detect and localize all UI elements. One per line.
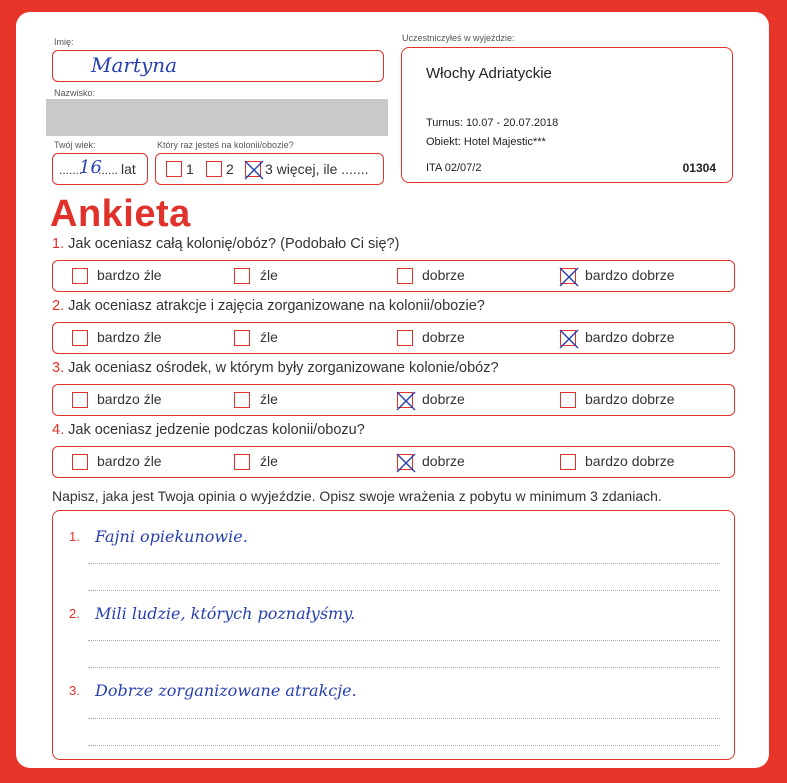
cross-mark-icon [243, 159, 265, 181]
trip-box [401, 47, 733, 183]
question-number: 4. [52, 422, 65, 438]
rating-checkbox[interactable] [234, 268, 250, 284]
rating-option-label: bardzo źle [97, 267, 162, 283]
rating-option-label: dobrze [422, 329, 465, 345]
writing-line [88, 563, 720, 564]
age-value: 16 [79, 157, 102, 178]
rating-checkbox[interactable] [560, 454, 576, 470]
surname-label: Nazwisko: [54, 88, 96, 98]
rating-checkbox[interactable] [397, 268, 413, 284]
rating-option-label: bardzo źle [97, 391, 162, 407]
question-number: 3. [52, 360, 65, 376]
rating-option-label: bardzo źle [97, 329, 162, 345]
trip-obiekt: Obiekt: Hotel Majestic*** [426, 136, 546, 148]
rating-option-label: źle [260, 391, 278, 407]
writing-line [88, 718, 720, 719]
rating-checkbox[interactable] [72, 392, 88, 408]
rating-option-label: bardzo źle [97, 453, 162, 469]
trip-number: 01304 [682, 161, 716, 175]
opinion-number: 1. [69, 529, 80, 544]
times-checkbox-3[interactable] [245, 161, 261, 177]
times-label: Który raz jesteś na kolonii/obozie? [157, 140, 294, 150]
times-label-2: 2 [226, 161, 234, 177]
rating-option-label: bardzo dobrze [585, 391, 675, 407]
rating-checkbox[interactable] [234, 330, 250, 346]
rating-checkbox[interactable] [397, 454, 413, 470]
cross-mark-icon [395, 390, 417, 412]
question-text: Jak oceniasz ośrodek, w którym były zorganizowane kolonie/obóz? [68, 360, 499, 376]
opinion-text: Mili ludzie, których poznałyśmy. [95, 604, 356, 623]
question-number: 1. [52, 236, 65, 252]
rating-option-label: bardzo dobrze [585, 453, 675, 469]
rating-checkbox[interactable] [560, 268, 576, 284]
question-title [52, 236, 399, 252]
rating-option-label: źle [260, 267, 278, 283]
rating-checkbox[interactable] [397, 330, 413, 346]
times-label-3: 3 więcej, ile ....... [265, 161, 369, 177]
rating-option-label: bardzo dobrze [585, 329, 675, 345]
writing-line [88, 640, 720, 641]
name-value: Martyna [91, 53, 178, 77]
rating-checkbox[interactable] [72, 330, 88, 346]
question-title [52, 360, 499, 376]
trip-turnus: Turnus: 10.07 - 20.07.2018 [426, 117, 559, 129]
trip-destination: Włochy Adriatyckie [426, 65, 552, 82]
rating-option-label: bardzo dobrze [585, 267, 675, 283]
question-text: Jak oceniasz całą kolonię/obóz? (Podobało Ci się?) [68, 236, 400, 252]
opinion-text: Fajni opiekunowie. [95, 527, 248, 546]
rating-checkbox[interactable] [560, 330, 576, 346]
rating-checkbox[interactable] [234, 454, 250, 470]
writing-line [88, 667, 720, 668]
cross-mark-icon [558, 328, 580, 350]
rating-checkbox[interactable] [234, 392, 250, 408]
times-checkbox-1[interactable] [166, 161, 182, 177]
age-dots-after: ...... [98, 163, 119, 177]
rating-checkbox[interactable] [560, 392, 576, 408]
age-field[interactable] [52, 153, 148, 185]
rating-option-label: dobrze [422, 453, 465, 469]
rating-option-label: dobrze [422, 267, 465, 283]
writing-line [88, 745, 720, 746]
name-label: Imię: [54, 37, 74, 47]
times-checkbox-2[interactable] [206, 161, 222, 177]
opinion-number: 2. [69, 606, 80, 621]
question-title [52, 422, 365, 438]
times-field [155, 153, 384, 185]
rating-checkbox[interactable] [72, 268, 88, 284]
question-number: 2. [52, 298, 65, 314]
rating-checkbox[interactable] [397, 392, 413, 408]
surname-redacted [46, 99, 388, 136]
cross-mark-icon [395, 452, 417, 474]
trip-label: Uczestniczyłeś w wyjeździe: [402, 33, 515, 43]
name-field[interactable] [52, 50, 384, 82]
question-text: Jak oceniasz jedzenie podczas kolonii/obozu? [68, 422, 365, 438]
trip-code: ITA 02/07/2 [426, 162, 482, 174]
survey-title: Ankieta [50, 193, 191, 235]
age-dots-before: ....... [59, 163, 83, 177]
rating-option-label: źle [260, 329, 278, 345]
cross-mark-icon [558, 266, 580, 288]
times-label-1: 1 [186, 161, 194, 177]
age-label: Twój wiek: [54, 140, 96, 150]
writing-line [88, 590, 720, 591]
age-unit: lat [121, 161, 136, 177]
opinion-box[interactable] [52, 510, 735, 760]
question-title [52, 298, 485, 314]
opinion-prompt: Napisz, jaka jest Twoja opinia o wyjeździe. Opisz swoje wrażenia z pobytu w minimum 3 zdaniach. [52, 488, 662, 504]
rating-checkbox[interactable] [72, 454, 88, 470]
rating-option-label: dobrze [422, 391, 465, 407]
question-text: Jak oceniasz atrakcje i zajęcia zorganizowane na kolonii/obozie? [68, 298, 485, 314]
opinion-text: Dobrze zorganizowane atrakcje. [95, 681, 357, 700]
opinion-number: 3. [69, 683, 80, 698]
rating-option-label: źle [260, 453, 278, 469]
